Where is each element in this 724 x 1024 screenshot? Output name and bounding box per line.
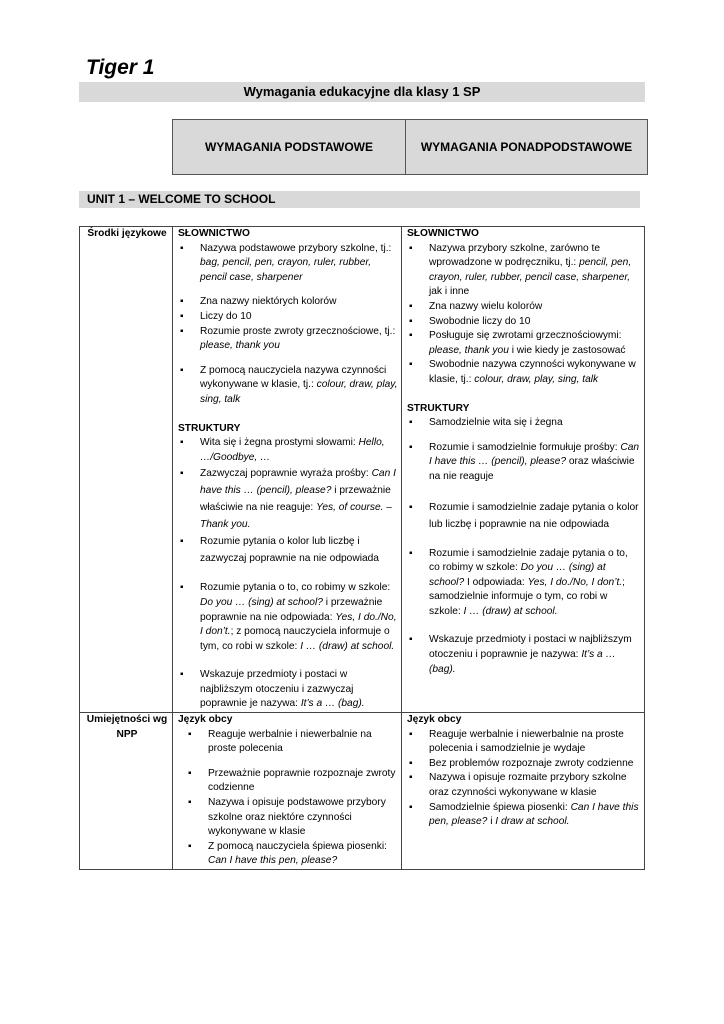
list-item: ▪ Liczy do 10: [178, 310, 398, 325]
list-item: ▪ Zazwyczaj poprawnie wyraża prośby: Can I have this … (pencil), please? i przeważnie właściwie na nie reaguje: Yes, of course. – Thank you.: [178, 465, 398, 533]
list-item: ▪ Rozumie pytania o kolor lub liczbę i zazwyczaj poprawnie na nie odpowiada: [178, 533, 398, 567]
list-item: ▪ Rozumie i samodzielnie zadaje pytania o kolor lub liczbę i poprawnie na nie odpowiada: [407, 499, 641, 533]
basic-language-cell: [173, 227, 402, 713]
list-item: ▪ Zna nazwy wielu kolorów: [407, 300, 641, 315]
document-subtitle: Wymagania edukacyjne dla klasy 1 SP: [79, 82, 645, 102]
list-item: ▪ Posługuje się zwrotami grzecznościowymi: please, thank you i wie kiedy je zastosować: [407, 329, 641, 358]
list-item: ▪ Z pomocą nauczyciela nazywa czynności wykonywane w klasie, tj.: colour, draw, play, sing, talk: [178, 364, 398, 408]
header-basic: WYMAGANIA PODSTAWOWE: [173, 120, 406, 174]
basic-skills-cell: [173, 713, 402, 870]
list-item: ▪ Bez problemów rozpoznaje zwroty codzienne: [407, 757, 641, 772]
header-advanced: WYMAGANIA PONADPODSTAWOWE: [420, 140, 633, 154]
list-item: ▪ Reaguje werbalnie i niewerbalnie na proste polecenia: [186, 728, 398, 757]
list-item: ▪ Przeważnie poprawnie rozpoznaje zwroty codzienne: [186, 767, 398, 796]
section-heading: STRUKTURY: [407, 402, 470, 414]
requirements-header: [172, 119, 648, 175]
list-item: ▪ Nazywa przybory szkolne, zarówno te wprowadzone w podręczniku, tj.: pencil, pen, crayon, ruler, rubber, pencil case, sharpener, jak i inne: [407, 242, 641, 300]
list-item: ▪ Rozumie pytania o to, co robimy w szkole: Do you … (sing) at school? i przeważnie poprawnie na nie odpowiada: Yes, I do./No, I don’t.; z pomocą nauczyciela informuje o tym, co robi w szkole: I … (draw) at school.: [178, 581, 398, 654]
section-heading: Język obcy: [407, 714, 462, 726]
requirements-table: [79, 226, 645, 870]
document-title: Tiger 1: [86, 56, 155, 79]
section-heading: SŁOWNICTWO: [407, 228, 479, 239]
row-label-language: Środki językowe: [80, 227, 173, 713]
section-heading: Język obcy: [178, 714, 233, 726]
list-item: ▪ Rozumie proste zwroty grzecznościowe, tj.: please, thank you: [178, 325, 398, 354]
list-item: ▪ Wskazuje przedmioty i postaci w najbliższym otoczeniu i zazwyczaj poprawnie je nazywa: It’s a … (bag).: [178, 668, 398, 712]
advanced-skills-cell: [402, 713, 645, 870]
list-item: ▪ Zna nazwy niektórych kolorów: [178, 295, 398, 310]
advanced-language-cell: [402, 227, 645, 713]
list-item: ▪ Samodzielnie śpiewa piosenki: Can I have this pen, please? i I draw at school.: [407, 801, 641, 830]
list-item: ▪ Wskazuje przedmioty i postaci w najbliższym otoczeniu i poprawnie je nazywa: It’s a … (bag).: [407, 633, 641, 677]
list-item: ▪ Reaguje werbalnie i niewerbalnie na proste polecenia i samodzielnie je wydaje: [407, 728, 641, 757]
list-item: ▪ Nazywa i opisuje podstawowe przybory szkolne oraz niektóre czynności wykonywane w klasie: [186, 796, 398, 840]
list-item: ▪ Z pomocą nauczyciela śpiewa piosenki: Can I have this pen, please?: [186, 840, 398, 869]
list-item: ▪ Samodzielnie wita się i żegna: [407, 416, 641, 431]
section-heading: SŁOWNICTWO: [178, 228, 250, 239]
list-item: ▪ Swobodnie nazywa czynności wykonywane w klasie, tj.: colour, draw, play, sing, talk: [407, 358, 641, 387]
unit-title: UNIT 1 – WELCOME TO SCHOOL: [79, 191, 640, 208]
list-item: ▪ Wita się i żegna prostymi słowami: Hello, …/Goodbye, …: [178, 436, 398, 465]
section-heading: STRUKTURY: [178, 422, 241, 434]
table-row: [80, 227, 645, 713]
list-item: ▪ Nazywa i opisuje rozmaite przybory szkolne oraz czynności wykonywane w klasie: [407, 771, 641, 800]
table-row: [80, 713, 645, 870]
list-item: ▪ Rozumie i samodzielnie formułuje prośby: Can I have this … (pencil), please? oraz właściwie na nie reaguje: [407, 441, 641, 485]
list-item: ▪ Rozumie i samodzielnie zadaje pytania o to, co robimy w szkole: Do you … (sing) at school? I odpowiada: Yes, I do./No, I don’t.; samodzielnie informuje o tym, co robi w szkole: I … (draw) at school.: [407, 547, 641, 620]
list-item: ▪ Nazywa podstawowe przybory szkolne, tj.: bag, pencil, pen, crayon, ruler, rubber, pencil case, sharpener: [178, 242, 398, 286]
list-item: ▪ Swobodnie liczy do 10: [407, 315, 641, 330]
row-label-skills: Umiejętności wg NPP: [80, 713, 173, 870]
